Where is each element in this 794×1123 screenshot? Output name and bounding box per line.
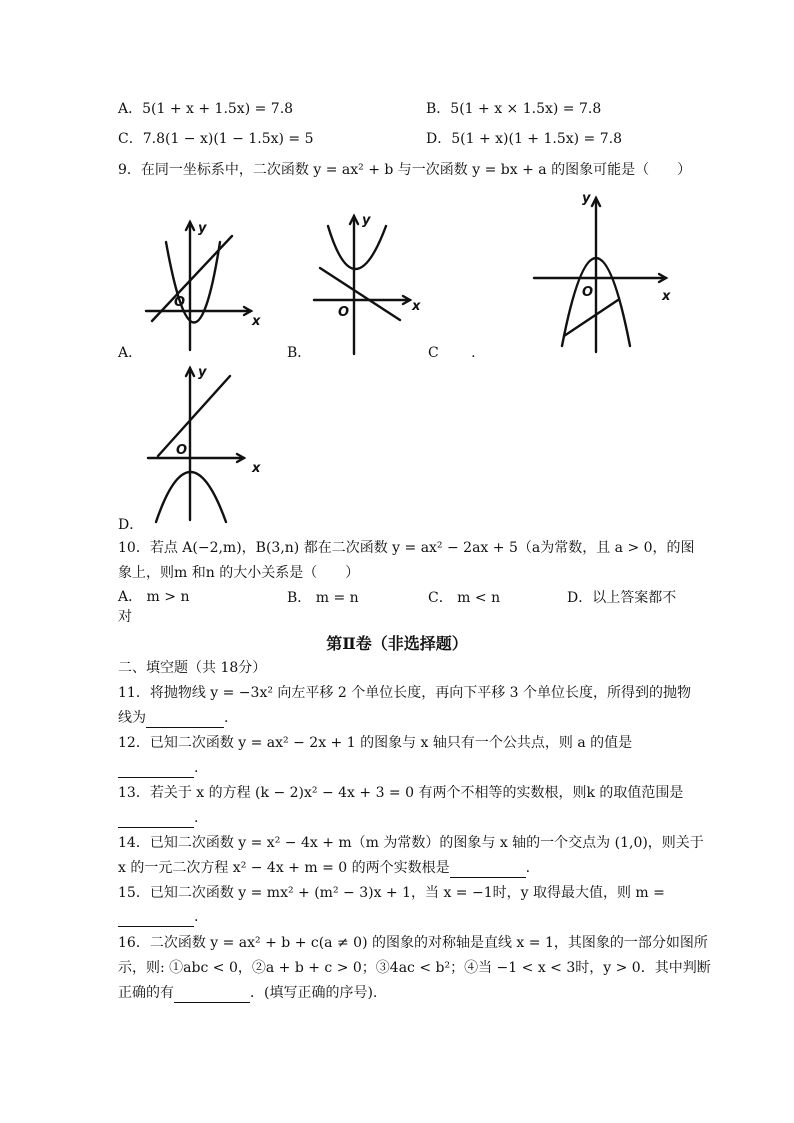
q14-line2 bbox=[118, 858, 530, 878]
graph-d-x-label: x bbox=[252, 461, 261, 476]
q10-stem-line2: 象上，则m 和n 的大小关系是（ ） bbox=[118, 565, 360, 581]
q10-option-d: D．以上答案都不 bbox=[567, 590, 677, 606]
graph-c-y-label: y bbox=[582, 191, 591, 206]
q10-option-a: A． m > n bbox=[118, 589, 190, 605]
q13-line2 bbox=[118, 808, 198, 828]
q10-option-d-wrap: 对 bbox=[118, 609, 132, 625]
graph-b-x-label: x bbox=[412, 299, 421, 314]
q14-line1: 14．已知二次函数 y = x² − 4x + m（m 为常数）的图象与 x 轴的一个交点为 (1,0)，则关于 bbox=[118, 835, 704, 851]
graph-a-line bbox=[152, 236, 232, 321]
q14-prefix: x 的一元二次方程 x² − 4x + m = 0 的两个实数根是 bbox=[118, 860, 450, 876]
q14-suffix: . bbox=[525, 860, 531, 876]
q10-option-b: B． m = n bbox=[287, 590, 359, 606]
q12-line2 bbox=[118, 758, 198, 778]
q8-option-b: B．5(1 + x × 1.5x) = 7.8 bbox=[426, 101, 602, 117]
graph-c-origin: O bbox=[582, 285, 594, 300]
q16-line3 bbox=[118, 983, 377, 1003]
q9-graph-a bbox=[146, 218, 276, 353]
graph-b-y-label: y bbox=[362, 213, 371, 228]
q11-line1: 11．将抛物线 y = −3x² 向左平移 2 个单位长度，再向下平移 3 个单位长度，所得到的抛物 bbox=[118, 685, 692, 701]
section-title: 第Ⅱ卷（非选择题） bbox=[326, 634, 468, 653]
q15-line2 bbox=[118, 907, 198, 927]
q15-line1: 15．已知二次函数 y = mx² + (m² − 3)x + 1，当 x = −1时，y 取得最大值，则 m = bbox=[118, 885, 665, 901]
graph-a-x-label: x bbox=[252, 314, 261, 329]
q12-answer-blank[interactable] bbox=[118, 763, 194, 778]
q12-line1: 12．已知二次函数 y = ax² − 2x + 1 的图象与 x 轴只有一个公共点，则 a 的值是 bbox=[118, 735, 633, 751]
q16-suffix: ．(填写正确的序号). bbox=[250, 985, 378, 1001]
q9-graph-b bbox=[314, 212, 434, 357]
section-subtitle: 二、填空题（共 18分） bbox=[118, 660, 267, 676]
q16-answer-blank[interactable] bbox=[174, 988, 250, 1003]
q10-stem-line1: 10．若点 A(−2,m)，B(3,n) 都在二次函数 y = ax² − 2ax + 5（a为常数，且 a > 0，的图 bbox=[118, 540, 695, 556]
q12-end: . bbox=[194, 760, 199, 776]
q9-option-b-label: B． bbox=[287, 345, 312, 361]
q15-end: . bbox=[194, 909, 199, 925]
graph-b-origin: O bbox=[338, 305, 350, 320]
q16-prefix: 正确的有 bbox=[118, 985, 174, 1001]
graph-d-line bbox=[158, 376, 230, 456]
graph-d-origin: O bbox=[176, 443, 188, 458]
q8-option-c: C．7.8(1 − x)(1 − 1.5x) = 5 bbox=[118, 131, 314, 147]
graph-b-line bbox=[320, 268, 400, 320]
q11-answer-blank[interactable] bbox=[146, 713, 224, 728]
q8-option-d: D．5(1 + x)(1 + 1.5x) = 7.8 bbox=[426, 131, 623, 147]
graph-c-x-label: x bbox=[662, 289, 671, 304]
graph-b-parabola bbox=[328, 226, 386, 269]
graph-a-origin: O bbox=[174, 295, 186, 310]
q9-graph-c bbox=[534, 190, 684, 355]
q9-option-a-label: A． bbox=[118, 345, 143, 361]
q9-option-d-label: D． bbox=[118, 517, 144, 533]
q13-line1: 13．若关于 x 的方程 (k − 2)x² − 4x + 3 = 0 有两个不相等的实数根，则k 的取值范围是 bbox=[118, 785, 684, 801]
q15-answer-blank[interactable] bbox=[118, 912, 194, 927]
q11-line2 bbox=[118, 708, 228, 728]
q13-end: . bbox=[194, 810, 199, 826]
q16-line2: 示，则: ①abc < 0，②a + b + c > 0；③4ac < b²；④当 −1 < x < 3时，y > 0．其中判断 bbox=[118, 960, 711, 976]
q11-prefix: 线为 bbox=[118, 710, 146, 726]
q13-answer-blank[interactable] bbox=[118, 813, 194, 828]
q9-graph-d bbox=[148, 362, 273, 527]
q11-suffix: . bbox=[224, 710, 229, 726]
q9-option-c-label: C . bbox=[428, 345, 476, 361]
q14-answer-blank[interactable] bbox=[450, 863, 526, 878]
q8-option-a: A．5(1 + x + 1.5x) = 7.8 bbox=[118, 101, 294, 117]
q16-line1: 16．二次函数 y = ax² + b + c(a ≠ 0) 的图象的对称轴是直线 x = 1，其图象的一部分如图所 bbox=[118, 935, 708, 951]
graph-a-y-label: y bbox=[198, 221, 207, 236]
q9-stem: 9．在同一坐标系中，二次函数 y = ax² + b 与一次函数 y = bx + a 的图象可能是（ ） bbox=[118, 162, 692, 178]
graph-d-y-label: y bbox=[198, 365, 207, 380]
q10-option-c: C． m < n bbox=[428, 590, 501, 606]
